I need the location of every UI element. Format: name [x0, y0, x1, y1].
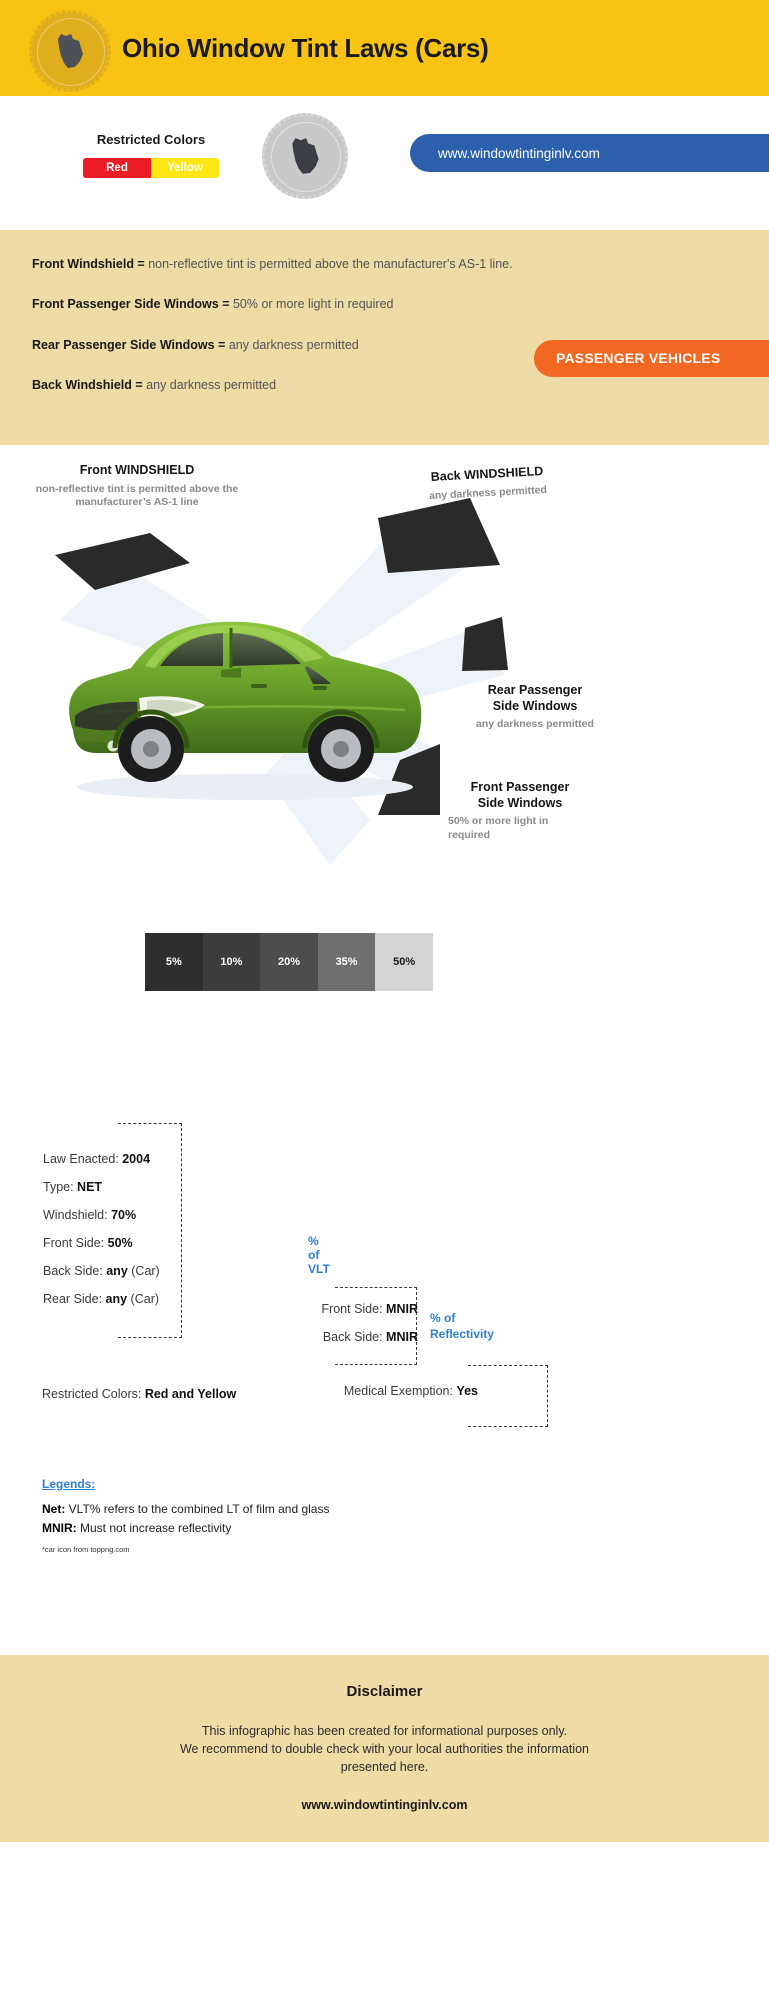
rule-front-passenger: [32, 296, 769, 312]
rule-back-windshield: [32, 377, 769, 393]
reflectivity-tag-line2: Reflectivity: [430, 1327, 495, 1342]
page-header: [0, 0, 769, 96]
rule-back-windshield-label: Back Windshield =: [32, 377, 143, 392]
vlt-law-enacted-value: 2004: [122, 1152, 151, 1166]
disclaimer-text: [0, 1722, 769, 1776]
website-url-label: www.windowtintinginlv.com: [438, 145, 600, 161]
chip-red: Red: [83, 158, 151, 178]
label-back-windshield-sub: any darkness permitted: [428, 483, 548, 502]
reflectivity-tag-line1: % of: [430, 1311, 456, 1325]
disclaimer-title: Disclaimer: [346, 1683, 423, 1700]
vlt-windshield-value: 70%: [111, 1208, 137, 1222]
legends-title: Legends:: [42, 1477, 96, 1491]
rule-front-windshield: [32, 256, 769, 272]
footer-website-url[interactable]: www.windowtintinginlv.com: [301, 1798, 468, 1813]
legend-mnir-definition: Must not increase reflectivity: [76, 1520, 232, 1535]
label-rear-side-title-line2: Side Windows: [492, 698, 578, 713]
label-rear-passenger-side: [440, 683, 630, 732]
legend-mnir-term: MNIR:: [42, 1520, 77, 1535]
refl-front-side-value: MNIR: [386, 1302, 418, 1316]
restricted-colors-row: [42, 1387, 236, 1401]
vlt-row-type: [43, 1180, 273, 1194]
passenger-vehicles-badge: PASSENGER VEHICLES: [534, 340, 769, 377]
car-diagram: [0, 445, 769, 1095]
restricted-color-chips: [83, 158, 219, 178]
swatch-5: 5%: [145, 933, 203, 991]
label-front-side-title-line1: Front Passenger: [470, 780, 570, 794]
medical-exemption-value: Yes: [456, 1384, 478, 1398]
vlt-tag: % of VLT: [308, 1234, 330, 1276]
rule-rear-passenger-value: any darkness permitted: [225, 337, 359, 352]
vlt-row-back-side: [43, 1264, 273, 1278]
refl-row-back-side: [223, 1330, 418, 1344]
vlt-back-side-suffix: (Car): [127, 1264, 160, 1278]
medical-exemption-label: Medical Exemption:: [343, 1384, 457, 1398]
disclaimer-line2: We recommend to double check with your local authorities the information: [179, 1742, 589, 1757]
refl-back-side-value: MNIR: [386, 1330, 418, 1344]
vlt-dashed-box: [43, 1123, 330, 1338]
vlt-row-windshield: [43, 1208, 273, 1222]
label-back-windshield-title: Back WINDSHIELD: [430, 464, 544, 484]
vlt-rear-side-value: any: [105, 1292, 128, 1306]
vlt-rear-side-label: Rear Side:: [43, 1292, 106, 1306]
page-footer: [0, 1655, 769, 1842]
vlt-list: [43, 1152, 273, 1320]
legend-item-mnir: [42, 1519, 329, 1538]
car-illustration: [55, 580, 435, 810]
rule-front-windshield-value: non-reflective tint is permitted above the manufacturer's AS-1 line.: [144, 257, 513, 271]
badge-inner-ring: [37, 18, 105, 86]
label-front-side-title-line2: Side Windows: [477, 795, 563, 810]
rule-front-passenger-value: 50% or more light in required: [229, 297, 394, 312]
label-front-side-sub: 50% or more light in required: [448, 815, 549, 841]
rule-front-windshield-label: Front Windshield =: [32, 257, 145, 271]
medical-exemption-dashed-box: [343, 1365, 548, 1427]
restricted-colors-title: Restricted Colors: [96, 132, 206, 147]
vlt-front-side-value: 50%: [107, 1236, 133, 1250]
shard-rear-side: [462, 617, 508, 671]
vlt-rear-side-suffix: (Car): [127, 1292, 160, 1306]
vlt-law-enacted-label: Law Enacted:: [43, 1152, 123, 1166]
tint-swatch-strip-wrap: [145, 933, 433, 991]
disclaimer-line3: presented here.: [340, 1760, 429, 1775]
header-ohio-badge: [29, 10, 111, 92]
vlt-back-side-label: Back Side:: [43, 1264, 107, 1278]
summary-band: [0, 96, 769, 230]
label-front-windshield: [22, 463, 252, 510]
ohio-seal-badge: [262, 113, 348, 199]
disclaimer-line1: This infographic has been created for informational purposes only.: [201, 1724, 568, 1738]
label-front-windshield-sub: non-reflective tint is permitted above the manufacturer’s AS-1 line: [35, 482, 239, 509]
label-front-windshield-title: Front WINDSHIELD: [79, 463, 195, 477]
shard-back-windshield: [378, 498, 500, 573]
chip-yellow: Yellow: [151, 158, 219, 178]
legend-item-net: [42, 1500, 329, 1519]
legend-net-term: Net:: [42, 1502, 66, 1516]
website-url-button[interactable]: [410, 134, 769, 172]
label-rear-side-title-line1: Rear Passenger: [487, 683, 583, 697]
legend-net-definition: VLT% refers to the combined LT of film and glass: [65, 1502, 330, 1516]
vlt-back-side-value: any: [106, 1264, 128, 1278]
rule-front-passenger-label: Front Passenger Side Windows =: [32, 297, 230, 312]
restricted-colors-row-label: Restricted Colors:: [42, 1387, 145, 1401]
page-title: Ohio Window Tint Laws (Cars): [122, 32, 489, 63]
vlt-windshield-label: Windshield:: [43, 1208, 112, 1222]
rule-rear-passenger-label: Rear Passenger Side Windows =: [32, 337, 226, 352]
image-credit: *car icon from toppng.com: [42, 1545, 130, 1554]
swatch-10: 10%: [203, 933, 261, 991]
legends-block: [42, 1477, 329, 1537]
restricted-colors-group: [56, 132, 246, 178]
label-rear-side-sub: any darkness permitted: [476, 718, 594, 731]
restricted-colors-row-value: Red and Yellow: [144, 1387, 237, 1401]
swatch-35: 35%: [318, 933, 376, 991]
reflectivity-tag: [430, 1310, 520, 1342]
refl-front-side-label: Front Side:: [321, 1302, 387, 1316]
vlt-row-front-side: [43, 1236, 273, 1250]
tint-swatch-strip: [145, 933, 433, 991]
swatch-50: 50%: [375, 933, 433, 991]
vlt-type-label: Type:: [43, 1180, 78, 1194]
reflectivity-list: [223, 1302, 418, 1358]
label-front-passenger-side: [440, 780, 620, 843]
rules-band: [0, 230, 769, 445]
rule-back-windshield-value: any darkness permitted: [142, 377, 277, 392]
medical-exemption-row: [288, 1384, 478, 1398]
vlt-row-law-enacted: [43, 1152, 273, 1166]
reflectivity-dashed-box: [321, 1287, 495, 1365]
seal-inner-ring: [271, 122, 341, 192]
vlt-front-side-label: Front Side:: [43, 1236, 108, 1250]
refl-back-side-label: Back Side:: [322, 1330, 387, 1344]
swatch-20: 20%: [260, 933, 318, 991]
data-zone: [0, 1095, 769, 1655]
refl-row-front-side: [223, 1302, 418, 1316]
vlt-type-value: NET: [77, 1180, 103, 1194]
